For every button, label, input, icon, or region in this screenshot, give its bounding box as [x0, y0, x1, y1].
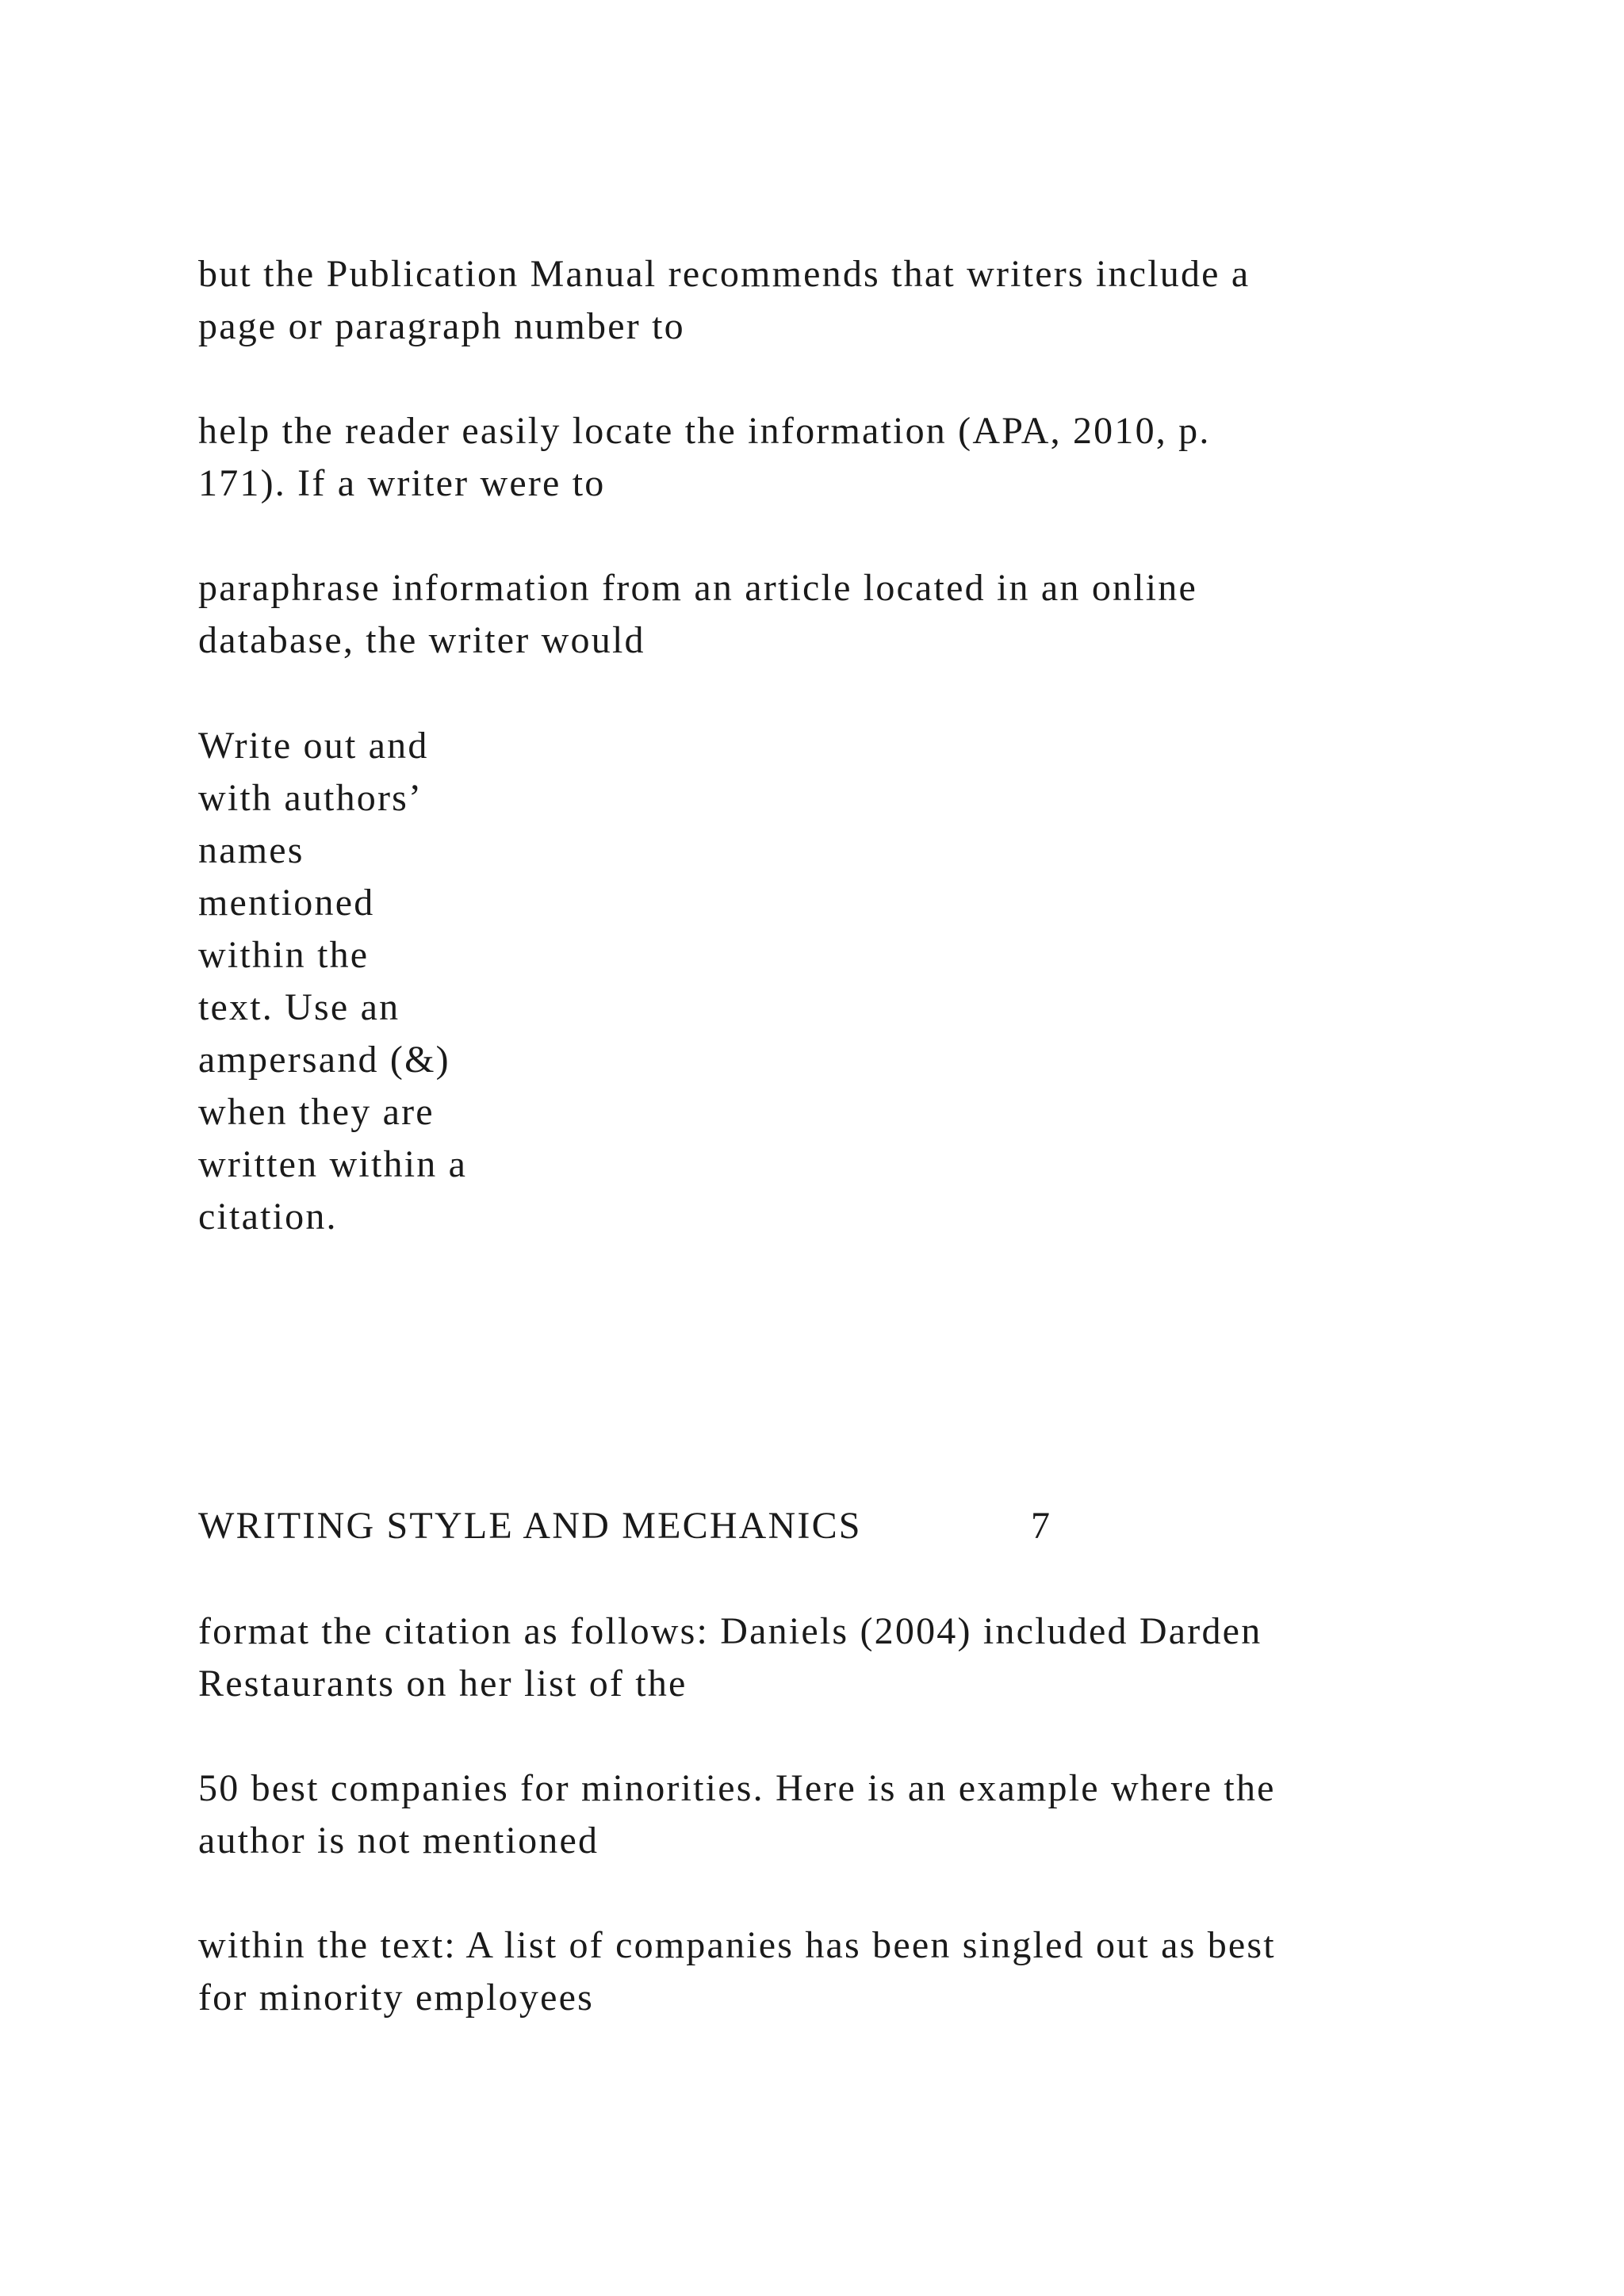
- paragraph-6-line-1: within the text: A list of companies has been singled out as best: [198, 1924, 1276, 1966]
- paragraph-1-line-1: but the Publication Manual recommends that writers include a: [198, 253, 1251, 295]
- margin-note-line: when they are: [198, 1091, 435, 1133]
- margin-note-line: with authors’: [198, 777, 423, 819]
- margin-note-line: ampersand (&): [198, 1039, 450, 1081]
- paragraph-5-line-1: 50 best companies for minorities. Here is an example where the: [198, 1767, 1276, 1809]
- margin-note: [198, 720, 467, 1243]
- margin-note-line: citation.: [198, 1196, 338, 1238]
- paragraph-2-line-1: help the reader easily locate the information (APA, 2010, p.: [198, 410, 1211, 452]
- page-number: 7: [1031, 1505, 1050, 1547]
- paragraph-6-line-2: for minority employees: [198, 1976, 594, 2019]
- paragraph-3-line-2: database, the writer would: [198, 619, 645, 661]
- margin-note-line: Write out and: [198, 725, 429, 767]
- margin-note-line: mentioned: [198, 882, 375, 924]
- paragraph-4-line-1: format the citation as follows: Daniels (2004) included Darden: [198, 1610, 1262, 1652]
- margin-note-line: written within a: [198, 1143, 468, 1185]
- paragraph-2-line-2: 171). If a writer were to: [198, 462, 606, 504]
- paragraph-1-line-2: page or paragraph number to: [198, 305, 685, 347]
- paragraph-5-line-2: author is not mentioned: [198, 1820, 599, 1862]
- running-head-title: WRITING STYLE AND MECHANICS: [198, 1505, 862, 1547]
- paragraph-3-line-1: paraphrase information from an article located in an online: [198, 567, 1198, 609]
- margin-note-line: text. Use an: [198, 986, 400, 1028]
- margin-note-line: within the: [198, 934, 370, 976]
- paragraph-4-line-2: Restaurants on her list of the: [198, 1663, 688, 1705]
- margin-note-line: names: [198, 829, 304, 871]
